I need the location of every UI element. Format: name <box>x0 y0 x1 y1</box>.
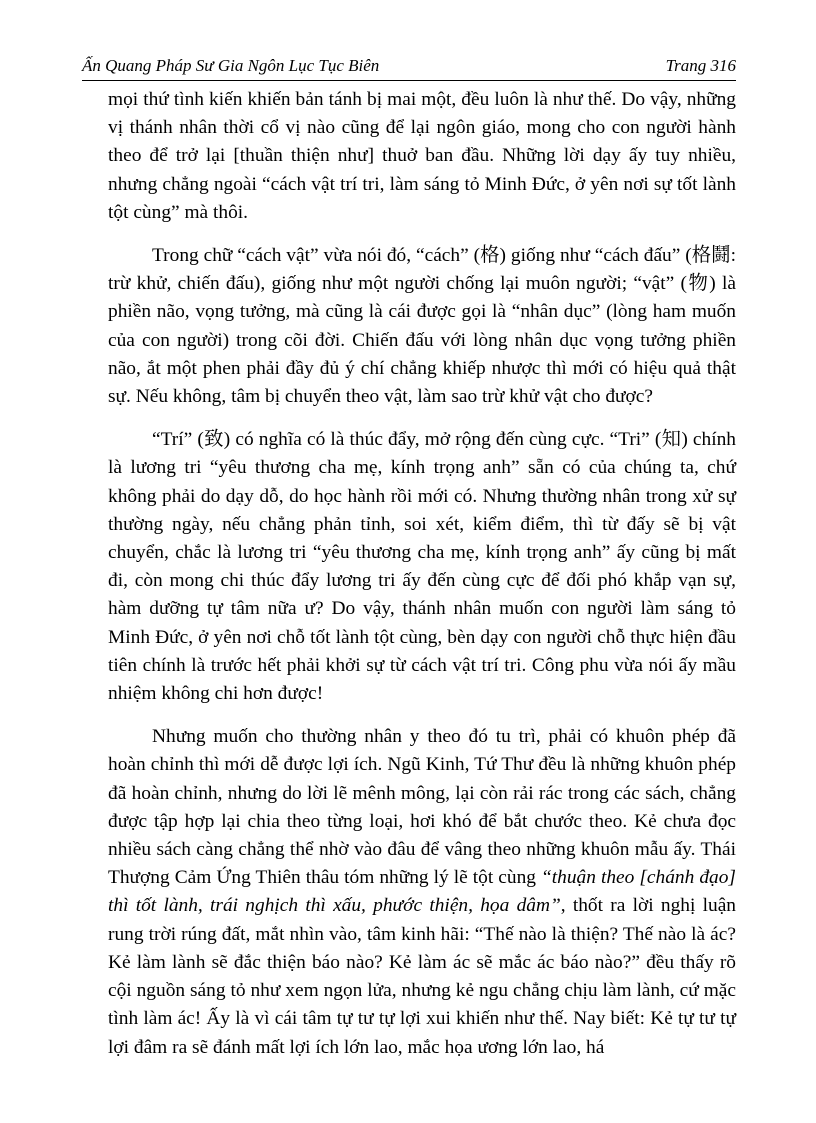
paragraph-continued: mọi thứ tình kiến khiến bản tánh bị mai một, đều luôn là như thế. Do vậy, những vị thánh nhân thời cổ vị nào cũng để lại ngôn giáo, mong cho con người hành theo để trở lại [thuần thiện như] thuở ban đầu. Những lời dạy ấy tuy nhiều, nhưng chẳng ngoài “cách vật trí tri, làm sáng tỏ Minh Đức, ở yên nơi sự tốt lành tột cùng” mà thôi. <box>108 89 736 223</box>
header-rule <box>82 80 736 81</box>
paragraph-cam-ung-thien <box>108 723 736 1061</box>
paragraph-text-before: Nhưng muốn cho thường nhân y theo đó tu trì, phải có khuôn phép đã hoàn chỉnh thì mới dễ được lợi ích. Ngũ Kinh, Tứ Thư đều là những khuôn phép đã hoàn chỉnh, nhưng do lời lẽ mênh mông, lại còn rải rác trong các sách, chẳng được tập hợp lại chia theo từng loại, hơi khó để bắt chước theo. Kẻ chưa đọc nhiều sách càng chẳng thể nhờ vào đâu để vâng theo những khuôn mẫu ấy. Thái Thượng Cảm Ứng Thiên thâu tóm những lý lẽ tột cùng <box>108 726 736 889</box>
paragraph-tri-tri: “Trí” (致) có nghĩa có là thúc đẩy, mở rộng đến cùng cực. “Tri” (知) chính là lương tri “yêu thương cha mẹ, kính trọng anh” sẵn có của chúng ta, chứ không phải do dạy dỗ, do học hành rồi mới có. Nhưng thường nhân trong xử sự thường ngày, nếu chẳng phản tỉnh, soi xét, kiểm điểm, thì từ đấy sẽ bị vật chuyển, chắc là lương tri “yêu thương cha mẹ, kính trọng anh” ấy cũng bị mất đi, còn mong chi thúc đẩy lương tri ấy đến cùng cực để đối phó khắp vạn sự, hàm dưỡng tự tâm nữa ư? Do vậy, thánh nhân muốn con người làm sáng tỏ Minh Đức, ở yên nơi chỗ tốt lành tột cùng, bèn dạy con người chỗ thực hiện đầu tiên chính là trước hết phải khởi sự từ cách vật trí tri. Công phu vừa nói ấy mầu nhiệm không chi hơn được! <box>108 429 736 705</box>
paragraph-text-after: , thốt ra lời nghị luận rung trời rúng đất, mắt nhìn vào, tâm kinh hãi: “Thế nào là thiện? Thế nào là ác? Kẻ làm lành sẽ đắc thiện báo nào? Kẻ làm ác sẽ mắc ác báo nào?” đều thấy rõ cội nguồn sáng tỏ như xem ngọn lửa, nhưng kẻ ngu chẳng chịu làm lành, cứ mặc tình làm ác! Ấy là vì cái tâm tự tư tự lợi xui khiến như thế. Nay biết: Kẻ tự tư tự lợi đâm ra sẽ đánh mất lợi ích lớn lao, mắc họa ương lớn lao, há <box>108 895 736 1058</box>
page-number: Trang 316 <box>665 56 736 75</box>
body-text <box>108 86 736 1077</box>
running-header <box>82 56 736 76</box>
italic-quote: “thuận theo [chánh đạo] thì tốt lành, trái nghịch thì xấu, phước thiện, họa dâm” <box>108 867 736 917</box>
paragraph-cach-vat: Trong chữ “cách vật” vừa nói đó, “cách” (格) giống như “cách đấu” (格鬪: trừ khử, chiến đấu), giống như một người chống lại muôn người; “vật” (物) là phiền não, vọng tưởng, mà cũng là cái được gọi là “nhân dục” (lòng ham muốn của con người) trong cõi đời. Chiến đấu với lòng nhân dục vọng tưởng phiền não, ắt một phen phải đầy đủ ý chí chẳng khiếp nhược thì mới có hiệu quả thật sự. Nếu không, tâm bị chuyển theo vật, làm sao trừ khử vật cho được? <box>108 245 736 408</box>
book-title: Ấn Quang Pháp Sư Gia Ngôn Lục Tục Biên <box>82 56 380 75</box>
